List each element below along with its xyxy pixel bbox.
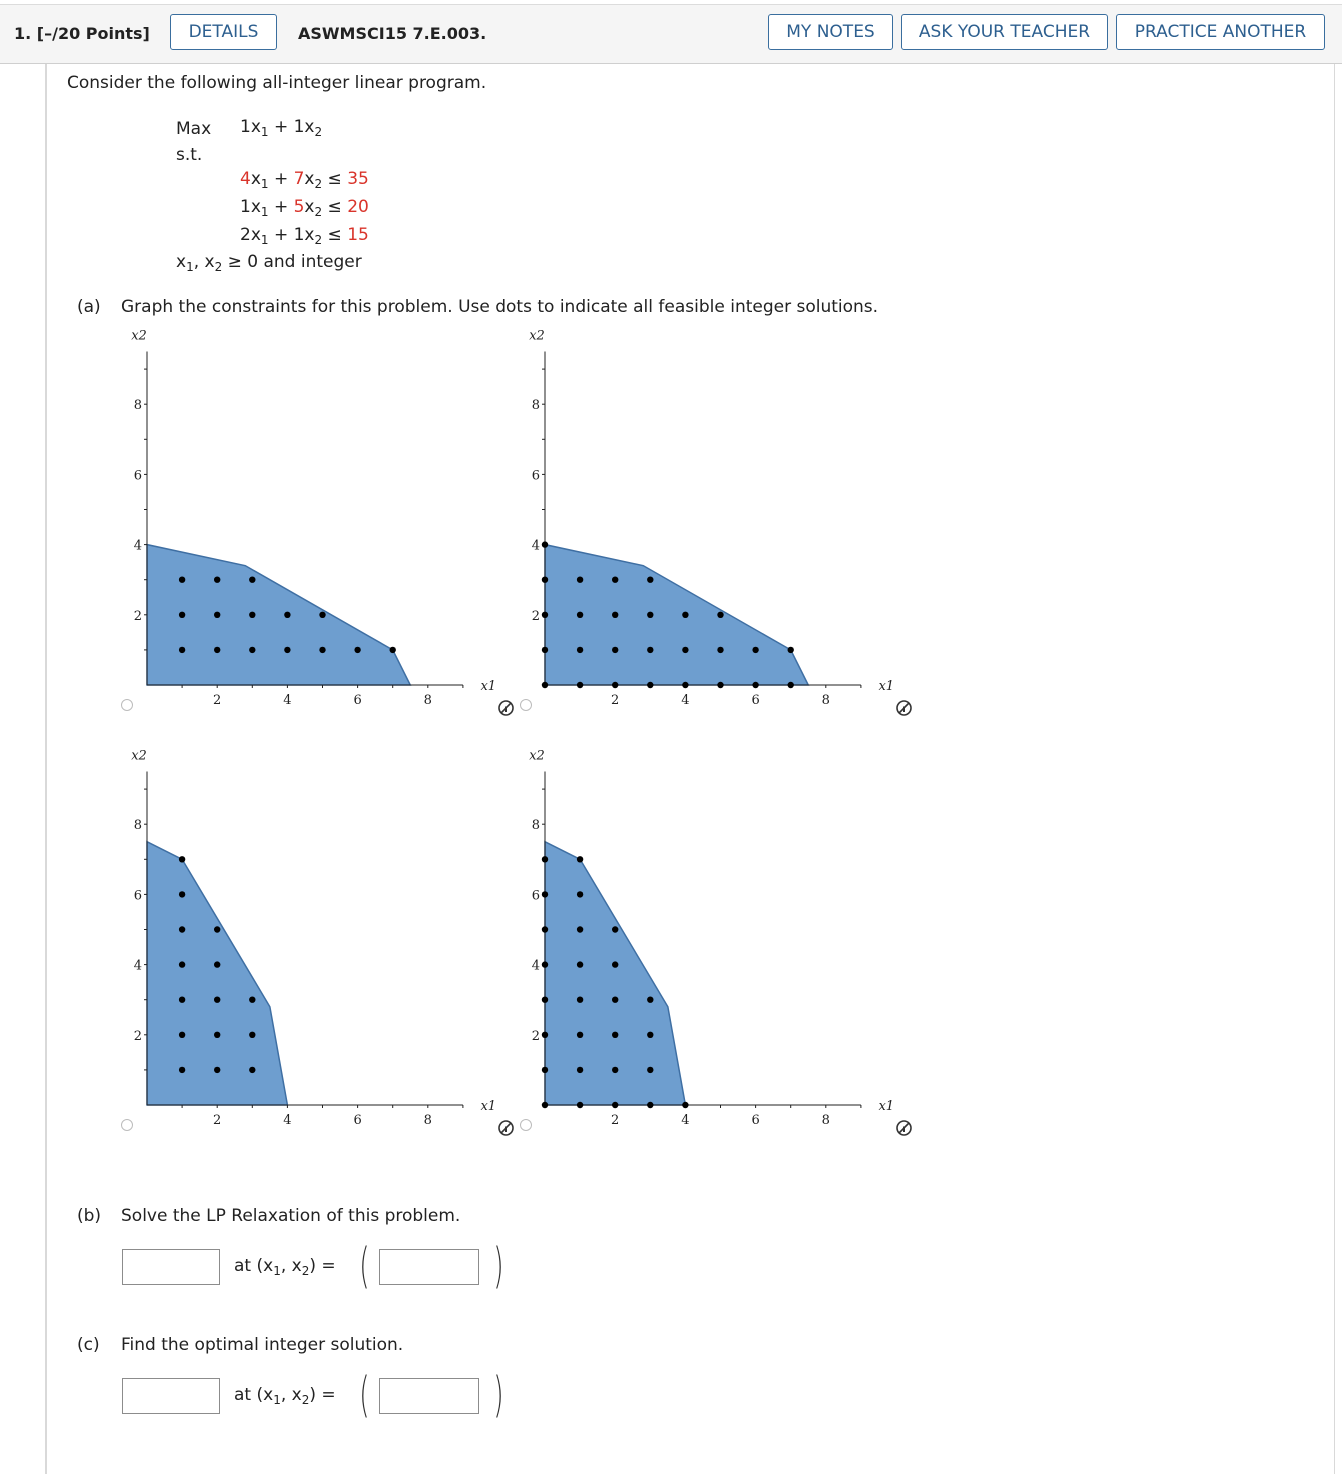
constraint-3: $2x_1 + 1x_2 \le 15$: [240, 225, 369, 247]
x-tick-label: 4: [681, 693, 690, 708]
integer-point: [249, 612, 255, 618]
integer-point: [542, 891, 548, 897]
y-tick-label: 8: [531, 818, 540, 834]
part-a-text: Graph the constraints for this problem. Use dots to indicate all feasible integer solutions.: [121, 297, 879, 317]
graph-option-1: [100, 325, 500, 720]
integer-point: [612, 997, 618, 1003]
graph-option-3-radio[interactable]: [121, 1119, 133, 1131]
x-tick-label: 4: [283, 1113, 292, 1128]
integer-point: [752, 682, 758, 688]
x-tick-label: 6: [751, 693, 760, 708]
integer-point: [542, 961, 548, 967]
x-axis-label: x1: [480, 1099, 497, 1114]
integer-point: [577, 997, 583, 1003]
integer-point: [214, 997, 220, 1003]
graph-option-2: [498, 325, 898, 720]
graph-option-4-radio[interactable]: [520, 1119, 532, 1131]
right-border: [1334, 64, 1335, 1474]
integer-point: [214, 961, 220, 967]
x-tick-label: 4: [283, 693, 292, 708]
integer-point: [577, 647, 583, 653]
y-tick-label: 8: [133, 398, 142, 414]
lp-value-input[interactable]: [122, 1249, 220, 1285]
integer-point: [542, 612, 548, 618]
lp-point-input[interactable]: [379, 1249, 479, 1285]
integer-point: [214, 612, 220, 618]
question-id: ASWMSCI15 7.E.003.: [298, 24, 487, 43]
integer-point: [682, 612, 688, 618]
x-tick-label: 6: [353, 1113, 362, 1128]
left-border: [45, 64, 47, 1474]
my-notes-button[interactable]: MY NOTES: [768, 14, 893, 50]
x-axis-label: x1: [480, 679, 497, 694]
y-tick-label: 2: [133, 608, 142, 624]
constraint-2: $1x_1 + 5x_2 \le 20$: [240, 197, 369, 219]
problem-intro: Consider the following all-integer linear program.: [67, 73, 487, 93]
integer-point: [577, 856, 583, 862]
y-tick-label: 4: [531, 958, 540, 974]
integer-point: [249, 647, 255, 653]
integer-point: [612, 647, 618, 653]
integer-point: [577, 612, 583, 618]
x-tick-label: 8: [821, 1113, 830, 1128]
integer-point: [717, 612, 723, 618]
integer-point: [214, 647, 220, 653]
integer-point: [717, 647, 723, 653]
feasible-region: [545, 842, 685, 1105]
integer-point: [647, 997, 653, 1003]
constraint-1: $4x_1 + 7x_2 \le 35$: [240, 169, 369, 191]
info-icon[interactable]: [498, 1120, 514, 1136]
part-a-label: (a): [77, 297, 101, 317]
integer-point: [249, 1032, 255, 1038]
integer-point: [542, 926, 548, 932]
y-tick-label: 4: [133, 958, 142, 974]
max-label: Max: [176, 119, 212, 139]
objective-function: $1x_1 + 1x_2$: [240, 117, 323, 139]
integer-point: [577, 926, 583, 932]
integer-point: [612, 577, 618, 583]
integer-point: [542, 856, 548, 862]
integer-point: [612, 1032, 618, 1038]
part-c-text: Find the optimal integer solution.: [121, 1335, 404, 1355]
integer-point: [682, 682, 688, 688]
x-tick-label: 6: [751, 1113, 760, 1128]
integer-point: [179, 961, 185, 967]
y-axis-label: x2: [131, 748, 147, 764]
y-tick-label: 2: [531, 608, 540, 624]
integer-point-input[interactable]: [379, 1378, 479, 1414]
integer-point: [542, 541, 548, 547]
x-tick-label: 2: [611, 693, 620, 708]
graph-option-1-radio[interactable]: [121, 699, 133, 711]
y-axis-label: x2: [529, 328, 545, 344]
integer-point: [577, 1032, 583, 1038]
integer-point: [214, 926, 220, 932]
integer-point: [542, 997, 548, 1003]
integer-point: [717, 682, 723, 688]
integer-point: [647, 1067, 653, 1073]
at-point-label: at ($x_1$, $x_2$) =: [234, 1385, 336, 1407]
integer-point: [319, 612, 325, 618]
integer-point: [647, 577, 653, 583]
feasible-region: [545, 545, 808, 685]
left-paren: (: [359, 1238, 370, 1294]
y-tick-label: 6: [133, 888, 142, 904]
integer-point: [542, 1032, 548, 1038]
integer-point: [542, 682, 548, 688]
integer-point: [612, 682, 618, 688]
integer-point: [284, 647, 290, 653]
integer-point: [752, 647, 758, 653]
y-tick-label: 4: [133, 538, 142, 554]
integer-point: [542, 577, 548, 583]
integer-point: [682, 1102, 688, 1108]
x-tick-label: 2: [213, 693, 222, 708]
practice-another-button[interactable]: PRACTICE ANOTHER: [1116, 14, 1325, 50]
integer-point: [179, 1032, 185, 1038]
integer-point: [319, 647, 325, 653]
part-b-text: Solve the LP Relaxation of this problem.: [121, 1206, 461, 1226]
integer-point: [214, 577, 220, 583]
details-button[interactable]: DETAILS: [170, 14, 277, 50]
left-paren: (: [359, 1367, 370, 1423]
integer-point: [542, 1067, 548, 1073]
graph-option-4: [498, 745, 898, 1140]
integer-point: [390, 647, 396, 653]
integer-point: [214, 1067, 220, 1073]
ask-teacher-button[interactable]: ASK YOUR TEACHER: [901, 14, 1108, 50]
integer-point: [577, 891, 583, 897]
integer-point: [612, 926, 618, 932]
x-tick-label: 8: [821, 693, 830, 708]
x-tick-label: 2: [611, 1113, 620, 1128]
graph-option-3: [100, 745, 500, 1140]
integer-point: [179, 891, 185, 897]
y-tick-label: 8: [531, 398, 540, 414]
x-tick-label: 2: [213, 1113, 222, 1128]
feasible-region: [147, 842, 287, 1105]
st-label: s.t.: [176, 145, 203, 165]
x-axis-label: x1: [878, 1099, 895, 1114]
integer-point: [179, 997, 185, 1003]
feasible-region: [147, 545, 410, 685]
question-points: 1. [–/20 Points]: [14, 24, 150, 43]
integer-point: [612, 1102, 618, 1108]
y-axis-label: x2: [131, 328, 147, 344]
integer-point: [179, 856, 185, 862]
integer-value-input[interactable]: [122, 1378, 220, 1414]
integer-point: [249, 1067, 255, 1073]
integer-point: [612, 961, 618, 967]
integer-point: [647, 612, 653, 618]
y-axis-label: x2: [529, 748, 545, 764]
y-tick-label: 2: [133, 1028, 142, 1044]
integer-point: [647, 1102, 653, 1108]
integer-point: [179, 926, 185, 932]
right-paren: ): [493, 1367, 504, 1423]
integer-point: [542, 1102, 548, 1108]
info-icon[interactable]: [896, 1120, 912, 1136]
integer-point: [179, 647, 185, 653]
integer-point: [179, 612, 185, 618]
graph-option-2-radio[interactable]: [520, 699, 532, 711]
integer-point: [542, 647, 548, 653]
part-b-label: (b): [77, 1206, 102, 1226]
integer-point: [647, 1032, 653, 1038]
y-tick-label: 2: [531, 1028, 540, 1044]
info-icon[interactable]: [896, 700, 912, 716]
info-icon[interactable]: [498, 700, 514, 716]
x-tick-label: 4: [681, 1113, 690, 1128]
at-point-label: at ($x_1$, $x_2$) =: [234, 1256, 336, 1278]
integer-point: [214, 1032, 220, 1038]
y-tick-label: 6: [531, 468, 540, 484]
integer-point: [577, 1067, 583, 1073]
integer-point: [577, 577, 583, 583]
y-tick-label: 8: [133, 818, 142, 834]
nonnegativity-constraint: $x_1$, $x_2 \ge 0$ and integer: [176, 252, 362, 274]
integer-point: [577, 1102, 583, 1108]
integer-point: [179, 1067, 185, 1073]
right-paren: ): [493, 1238, 504, 1294]
integer-point: [788, 647, 794, 653]
integer-point: [788, 682, 794, 688]
integer-point: [284, 612, 290, 618]
y-tick-label: 6: [133, 468, 142, 484]
integer-point: [577, 961, 583, 967]
integer-point: [249, 577, 255, 583]
x-tick-label: 6: [353, 693, 362, 708]
integer-point: [612, 612, 618, 618]
integer-point: [647, 682, 653, 688]
x-axis-label: x1: [878, 679, 895, 694]
integer-point: [682, 647, 688, 653]
y-tick-label: 6: [531, 888, 540, 904]
integer-point: [354, 647, 360, 653]
integer-point: [249, 997, 255, 1003]
integer-point: [647, 647, 653, 653]
part-c-label: (c): [77, 1335, 100, 1355]
integer-point: [577, 682, 583, 688]
x-tick-label: 8: [423, 693, 432, 708]
integer-point: [612, 1067, 618, 1073]
y-tick-label: 4: [531, 538, 540, 554]
x-tick-label: 8: [423, 1113, 432, 1128]
integer-point: [179, 577, 185, 583]
